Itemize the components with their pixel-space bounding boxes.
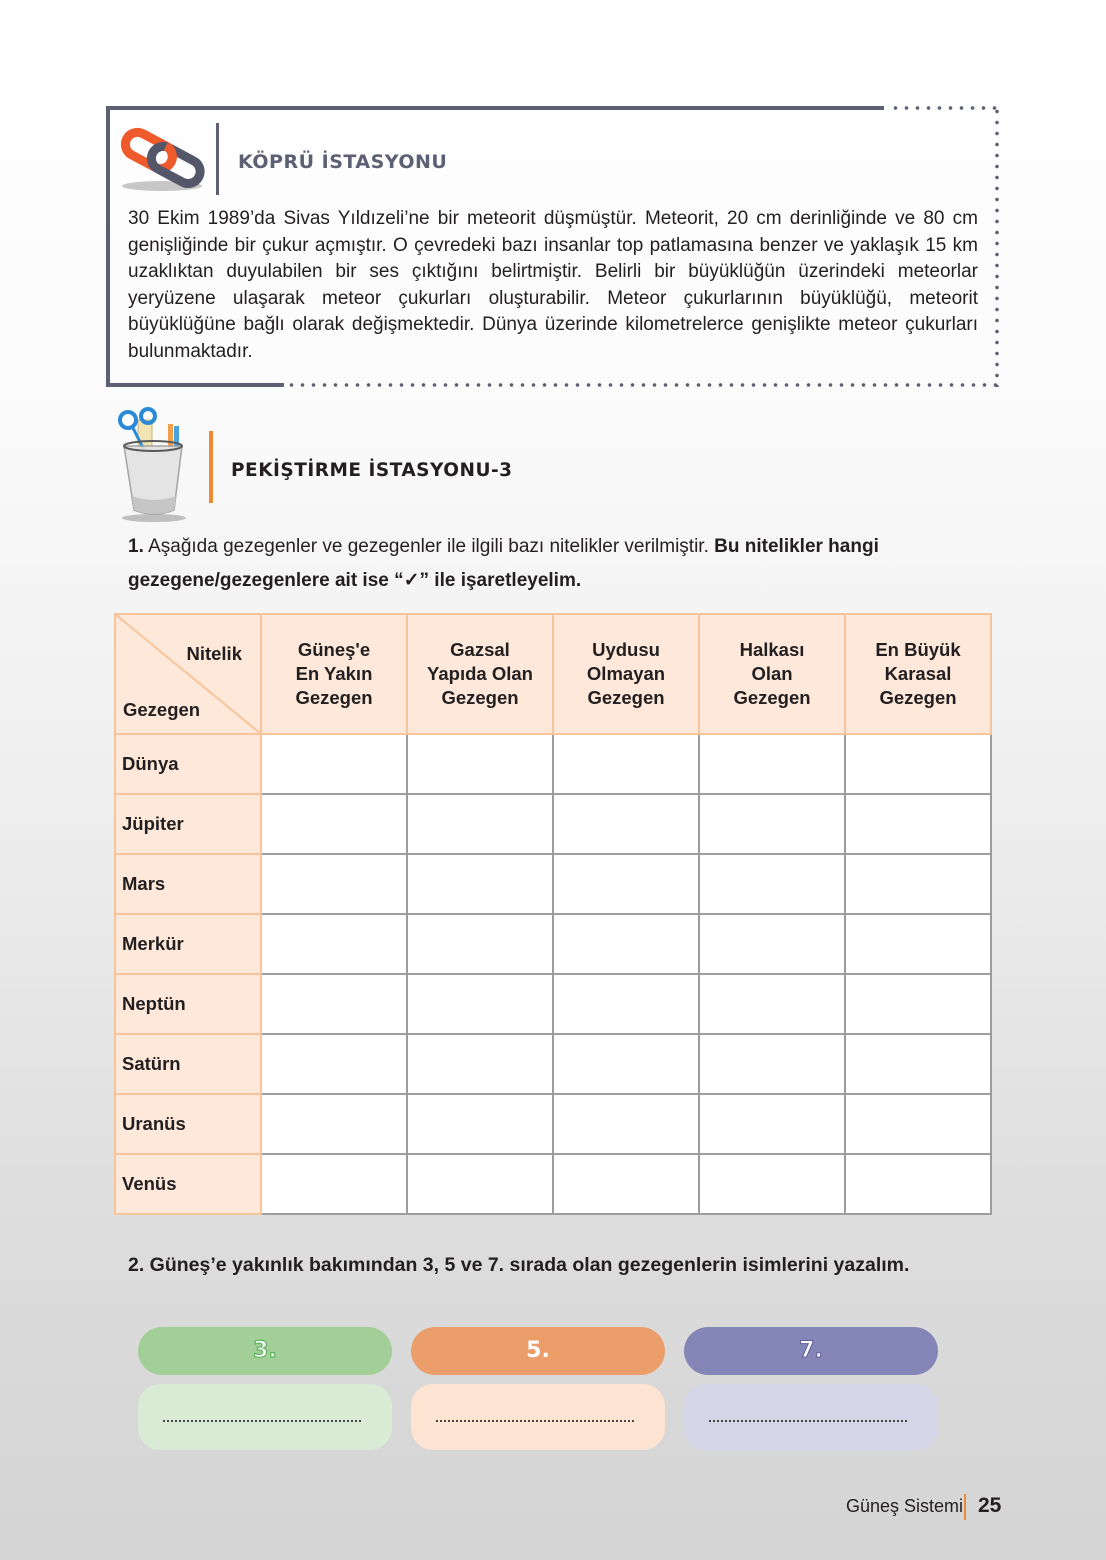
column-header: Halkası Olan Gezegen (699, 614, 845, 734)
check-cell[interactable] (553, 1094, 699, 1154)
check-cell[interactable] (407, 1094, 553, 1154)
check-cell[interactable] (407, 794, 553, 854)
answer-field-3[interactable] (138, 1384, 392, 1450)
check-cell[interactable] (845, 1034, 991, 1094)
box-dotted-bottom (286, 383, 1000, 387)
row-label: Merkür (115, 914, 261, 974)
check-cell[interactable] (699, 1094, 845, 1154)
corner-label-gezegen: Gezegen (123, 699, 201, 720)
title-divider (216, 123, 219, 195)
box-border-left (106, 106, 110, 387)
check-cell[interactable] (845, 794, 991, 854)
check-cell[interactable] (261, 1154, 407, 1214)
table-header-row (115, 614, 991, 734)
box-dotted-top (890, 106, 1000, 110)
dotted-answer-line (435, 1420, 635, 1422)
table-row (115, 734, 991, 794)
footer-section-title: Güneş Sistemi (846, 1496, 964, 1516)
check-cell[interactable] (407, 914, 553, 974)
answer-label-3: 3. (138, 1327, 392, 1375)
table-row (115, 1094, 991, 1154)
check-cell[interactable] (699, 914, 845, 974)
answer-label-5: 5. (411, 1327, 665, 1375)
title-divider (209, 431, 213, 503)
check-cell[interactable] (553, 914, 699, 974)
check-cell[interactable] (845, 974, 991, 1034)
kopru-title: KÖPRÜ İSTASYONU (238, 151, 448, 173)
check-cell[interactable] (261, 914, 407, 974)
question-instruction: Bu nitelikler hangi gezegene/gezegenlere ait ise “✓” ile işaretleyelim. (128, 536, 879, 591)
check-cell[interactable] (261, 1034, 407, 1094)
column-header: Güneş'e En Yakın Gezegen (261, 614, 407, 734)
check-cell[interactable] (699, 1154, 845, 1214)
check-cell[interactable] (553, 974, 699, 1034)
answer-field-5[interactable] (411, 1384, 665, 1450)
footer-divider (964, 1494, 966, 1520)
check-cell[interactable] (699, 734, 845, 794)
check-cell[interactable] (699, 854, 845, 914)
check-cell[interactable] (261, 734, 407, 794)
check-cell[interactable] (407, 974, 553, 1034)
check-cell[interactable] (699, 794, 845, 854)
check-cell[interactable] (407, 1034, 553, 1094)
table-row (115, 794, 991, 854)
check-cell[interactable] (553, 1034, 699, 1094)
question-text: Aşağıda gezegenler ve gezegenler ile ilgili bazı nitelikler verilmiştir. (143, 536, 715, 557)
kopru-istasyonu-box (106, 106, 1000, 387)
table-row (115, 854, 991, 914)
table-row (115, 1154, 991, 1214)
row-label: Venüs (115, 1154, 261, 1214)
table-corner-cell (115, 614, 261, 734)
row-label: Dünya (115, 734, 261, 794)
dotted-answer-line (708, 1420, 908, 1422)
column-header: En Büyük Karasal Gezegen (845, 614, 991, 734)
question-1 (128, 530, 988, 598)
check-cell[interactable] (699, 1034, 845, 1094)
pencil-cup-icon (112, 406, 194, 524)
check-cell[interactable] (845, 1094, 991, 1154)
kopru-paragraph: 30 Ekim 1989’da Sivas Yıldızeli’ne bir meteorit düşmüştür. Meteorit, 20 cm derinliğinde ve 80 cm genişliğinde bir çukur açmıştır. O çevredeki bazı insanlar top patlamasına benzer ve yaklaşık 15 km uzaklıktan duyulabilen bir ses çıktığını belirtmiştir. Belirli bir büyüklüğün üzerindeki meteorlar yeryüzene ulaşarak meteor çukurları oluşturabilir. Meteor çukurlarının büyüklüğü, meteorit büyüklüğüne bağlı olarak değişmektedir. Dünya üzerinde kilometrelerce genişlikte meteor çukurları bulunmaktadır. (128, 208, 978, 362)
box-border-bottom (106, 383, 284, 387)
question-number: 1. (128, 536, 144, 557)
check-cell[interactable] (407, 1154, 553, 1214)
row-label: Satürn (115, 1034, 261, 1094)
box-dotted-right (994, 106, 1000, 387)
check-cell[interactable] (553, 734, 699, 794)
check-cell[interactable] (845, 1154, 991, 1214)
row-label: Mars (115, 854, 261, 914)
box-border-top (106, 106, 884, 110)
check-cell[interactable] (261, 854, 407, 914)
check-cell[interactable] (553, 1154, 699, 1214)
planet-property-table (114, 613, 992, 1215)
row-label: Neptün (115, 974, 261, 1034)
check-cell[interactable] (261, 974, 407, 1034)
check-cell[interactable] (553, 794, 699, 854)
answer-label-7: 7. (684, 1327, 938, 1375)
column-header: Uydusu Olmayan Gezegen (553, 614, 699, 734)
pekistirme-title: PEKİŞTİRME İSTASYONU-3 (231, 460, 513, 481)
check-cell[interactable] (407, 854, 553, 914)
check-cell[interactable] (261, 1094, 407, 1154)
check-cell[interactable] (261, 794, 407, 854)
chain-link-icon (118, 124, 206, 194)
check-cell[interactable] (845, 914, 991, 974)
check-cell[interactable] (845, 854, 991, 914)
row-label: Jüpiter (115, 794, 261, 854)
check-cell[interactable] (845, 734, 991, 794)
table-row (115, 1034, 991, 1094)
row-label: Uranüs (115, 1094, 261, 1154)
check-cell[interactable] (699, 974, 845, 1034)
answer-field-7[interactable] (684, 1384, 938, 1450)
check-cell[interactable] (553, 854, 699, 914)
check-cell[interactable] (407, 734, 553, 794)
question-2: 2. Güneş’e yakınlık bakımından 3, 5 ve 7. sırada olan gezegenlerin isimlerini yazalım. (128, 1254, 910, 1276)
table-row (115, 974, 991, 1034)
corner-label-nitelik: Nitelik (186, 643, 242, 664)
dotted-answer-line (162, 1420, 362, 1422)
column-header: Gazsal Yapıda Olan Gezegen (407, 614, 553, 734)
page-number: 25 (978, 1494, 1002, 1517)
table-row (115, 914, 991, 974)
